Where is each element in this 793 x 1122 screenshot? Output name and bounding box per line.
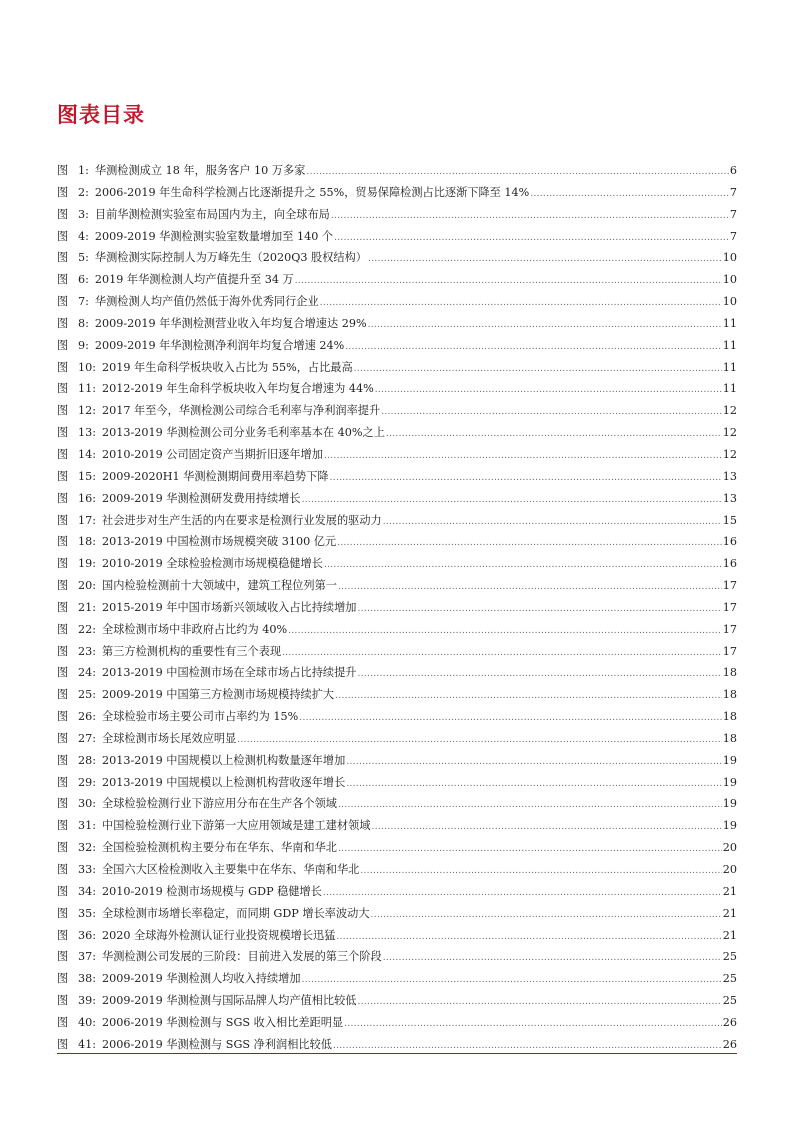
toc-dot-leader <box>324 555 722 577</box>
toc-entry-prefix: 图 <box>57 404 69 418</box>
toc-dot-leader <box>368 315 722 337</box>
toc-entry-colon: : <box>92 688 97 702</box>
toc-entry-prefix: 图 <box>57 469 69 483</box>
toc-entry-number: 26 <box>78 710 93 724</box>
toc-entry-prefix: 图 <box>57 316 69 330</box>
toc-entry-title: 全球检测市场中非政府占比约为 40% <box>102 622 288 636</box>
toc-entry-page: 16 <box>722 557 737 571</box>
toc-dot-leader <box>371 905 722 927</box>
toc-entry[interactable] <box>57 357 737 379</box>
toc-entry-prefix: 图 <box>57 994 69 1008</box>
toc-entry[interactable] <box>57 313 737 335</box>
toc-dot-leader <box>302 490 722 512</box>
toc-entry-page: 25 <box>722 994 737 1008</box>
toc-entry-number: 18 <box>78 535 93 549</box>
toc-entry-colon: : <box>92 557 97 571</box>
toc-entry-colon: : <box>85 185 89 199</box>
toc-entry-prefix: 图 <box>57 797 69 811</box>
toc-dot-leader <box>336 927 721 949</box>
toc-entry-title: 华测检测成立 18 年，服务客户 10 万多家 <box>94 164 306 177</box>
toc-entry-prefix: 图 <box>57 775 69 789</box>
toc-dot-leader <box>386 424 722 446</box>
toc-entry-prefix: 图 <box>57 863 69 876</box>
toc-entry-number: 36 <box>78 928 93 942</box>
toc-entry-prefix: 图 <box>57 666 69 680</box>
toc-entry-page: 26 <box>722 1015 737 1029</box>
toc-entry-page: 17 <box>722 579 737 593</box>
toc-entry-colon: : <box>92 863 97 876</box>
toc-entry-colon: : <box>85 316 89 330</box>
toc-entry-page: 11 <box>722 316 737 330</box>
toc-entry-number: 39 <box>78 994 93 1008</box>
toc-dot-leader <box>333 1036 722 1058</box>
toc-entry-number: 20 <box>78 579 93 593</box>
toc-entry-page: 12 <box>722 447 737 461</box>
toc-entry[interactable] <box>57 378 737 400</box>
toc-entry-colon: : <box>92 644 97 658</box>
toc-entry-prefix: 图 <box>57 972 69 986</box>
toc-entry-colon: : <box>92 906 97 920</box>
toc-entry-page: 20 <box>722 841 737 855</box>
toc-dot-leader <box>344 1014 722 1036</box>
toc-entry-page: 13 <box>722 469 737 483</box>
toc-entry-prefix: 图 <box>57 731 69 745</box>
toc-entry[interactable] <box>57 728 737 750</box>
toc-entry-number: 12 <box>78 404 93 418</box>
toc-entry-colon: : <box>85 251 89 265</box>
toc-entry-title: 2013-2019 中国规模以上检测机构数量逐年增加 <box>102 753 346 767</box>
toc-entry-title: 2017 年至今，华测检测公司综合毛利率与净利润率提升 <box>102 404 381 418</box>
toc-entry-colon: : <box>92 491 97 505</box>
toc-entry-number: 38 <box>78 972 93 986</box>
toc-entry-title: 2012-2019 年生命科学板块收入年均复合增速为 44% <box>102 382 374 396</box>
toc-entry-colon: : <box>92 950 97 964</box>
toc-entry-page: 12 <box>722 404 737 418</box>
toc-entry-prefix: 图 <box>57 1037 69 1051</box>
toc-entry-number: 6 <box>78 273 86 287</box>
toc-entry-colon: : <box>92 447 97 461</box>
toc-entry-colon: : <box>85 207 89 221</box>
toc-entry[interactable] <box>57 488 737 510</box>
toc-entry-title: 2010-2019 公司固定资产当期折旧逐年增加 <box>102 447 323 461</box>
toc-entry-colon: : <box>85 338 89 352</box>
toc-entry-page: 21 <box>722 884 737 898</box>
toc-entry-colon: : <box>92 426 97 440</box>
toc-entry-number: 21 <box>78 600 93 614</box>
toc-entry[interactable] <box>57 662 737 684</box>
toc-dot-leader <box>295 271 722 293</box>
toc-entry-prefix: 图 <box>57 819 69 833</box>
toc-entry-number: 4 <box>78 229 86 243</box>
toc-entry-page: 18 <box>722 710 737 724</box>
toc-entry-prefix: 图 <box>57 338 69 352</box>
toc-entry-number: 37 <box>78 950 93 964</box>
toc-entry[interactable] <box>57 903 737 925</box>
toc-entry-colon: : <box>92 382 97 396</box>
toc-entry[interactable] <box>57 750 737 772</box>
toc-entry-prefix: 图 <box>57 360 69 374</box>
toc-entry-number: 22 <box>78 622 93 636</box>
toc-dot-leader <box>372 817 722 839</box>
toc-entry-title: 全球检测市场长尾效应明显 <box>102 731 237 745</box>
toc-entry-colon: : <box>92 1037 97 1051</box>
toc-dot-leader <box>368 249 722 271</box>
toc-entry-prefix: 图 <box>57 513 69 527</box>
toc-entry-colon: : <box>92 731 97 745</box>
toc-entry-title: 2013-2019 中国检测市场规模突破 3100 亿元 <box>102 535 337 549</box>
toc-entry[interactable] <box>57 619 737 641</box>
toc-entry[interactable] <box>57 226 737 248</box>
toc-entry-number: 41 <box>78 1037 93 1051</box>
toc-entry-page: 10 <box>722 295 737 309</box>
toc-entry-number: 31 <box>78 819 93 833</box>
toc-entry[interactable] <box>57 422 737 444</box>
toc-entry-page: 12 <box>722 426 737 440</box>
toc-entry-prefix: 图 <box>57 950 69 964</box>
toc-entry[interactable] <box>57 925 737 947</box>
toc-entry[interactable] <box>57 968 737 990</box>
toc-entry-colon: : <box>92 994 97 1008</box>
toc-entry-title: 2010-2019 全球检验检测市场规模稳健增长 <box>102 557 323 571</box>
toc-entry-number: 16 <box>78 491 93 505</box>
toc-entry-number: 35 <box>78 906 93 920</box>
toc-entry[interactable] <box>57 291 737 313</box>
toc-dot-leader <box>334 228 729 250</box>
toc-dot-leader <box>346 774 721 796</box>
toc-entry[interactable] <box>57 597 737 619</box>
toc-entry-title: 华测检测公司发展的三阶段：目前进入发展的第三个阶段 <box>102 950 382 964</box>
toc-entry-colon: : <box>92 622 97 636</box>
toc-entry-title: 2009-2019 华测检测实验室数量增加至 140 个 <box>94 229 334 243</box>
toc-entry-prefix: 图 <box>57 447 69 461</box>
toc-entry-page: 18 <box>722 731 737 745</box>
toc-dot-leader <box>338 577 722 599</box>
toc-entry-number: 19 <box>78 557 93 571</box>
toc-entry[interactable] <box>57 553 737 575</box>
toc-entry-page: 21 <box>722 906 737 920</box>
toc-entry-prefix: 图 <box>57 535 69 549</box>
toc-entry-prefix: 图 <box>57 600 69 614</box>
toc-entry-colon: : <box>92 972 97 986</box>
toc-entry-prefix: 图 <box>57 928 69 942</box>
toc-entry-prefix: 图 <box>57 622 69 636</box>
toc-entry-prefix: 图 <box>57 426 69 440</box>
toc-entry-page: 17 <box>722 622 737 636</box>
toc-entry-title: 2009-2019 华测检测与国际品牌人均产值相比较低 <box>102 994 357 1008</box>
toc-dot-leader <box>530 184 729 206</box>
toc-entry-number: 2 <box>78 185 86 199</box>
toc-entry-prefix: 图 <box>57 841 69 855</box>
toc-entry-page: 15 <box>722 513 737 527</box>
toc-entry-title: 2009-2019 年华测检测净利润年均复合增速 24% <box>94 338 345 352</box>
toc-entry-title: 2020 全球海外检测认证行业投资规模增长迅猛 <box>102 928 336 942</box>
toc-dot-leader <box>338 839 722 861</box>
toc-entry[interactable] <box>57 269 737 291</box>
toc-dot-leader <box>335 686 722 708</box>
toc-entry-colon: : <box>92 404 97 418</box>
toc-entry-number: 25 <box>78 688 93 702</box>
toc-entry-page: 11 <box>722 360 737 374</box>
toc-entry-number: 28 <box>78 753 93 767</box>
toc-entry-number: 3 <box>78 207 86 221</box>
toc-dot-leader <box>320 293 722 315</box>
toc-entry-title: 国内检验检测前十大领域中，建筑工程位列第一 <box>102 579 337 593</box>
toc-entry-page: 6 <box>729 164 737 177</box>
toc-entry[interactable] <box>57 793 737 815</box>
toc-entry-title: 2019 年华测检测人均产值提升至 34 万 <box>94 273 294 287</box>
toc-entry[interactable] <box>57 247 737 269</box>
toc-entry-title: 2019 年生命科学板块收入占比为 55%，占比最高 <box>102 360 353 374</box>
toc-entry-title: 华测检测实际控制人为万峰先生（2020Q3 股权结构） <box>94 251 367 265</box>
toc-entry-page: 7 <box>729 207 737 221</box>
toc-entry[interactable] <box>57 946 737 968</box>
toc-entry-title: 2009-2019 年华测检测营业收入年均复合增速达 29% <box>94 316 367 330</box>
page-title: 图表目录 <box>57 103 145 127</box>
toc-entry-title: 全国六大区检检测收入主要集中在华东、华南和华北 <box>102 863 360 876</box>
toc-dot-leader <box>345 337 722 359</box>
toc-entry-page: 21 <box>722 928 737 942</box>
toc-entry-colon: : <box>92 775 97 789</box>
toc-entry-colon: : <box>92 819 97 833</box>
toc-entry[interactable] <box>57 641 737 663</box>
toc-dot-leader <box>302 970 722 992</box>
toc-dot-leader <box>358 599 722 621</box>
toc-entry-number: 8 <box>78 316 86 330</box>
toc-entry-colon: : <box>92 841 97 855</box>
toc-entry[interactable] <box>57 859 737 881</box>
toc-entry-page: 11 <box>722 382 737 396</box>
toc-entry-page: 17 <box>722 644 737 658</box>
toc-entry-prefix: 图 <box>57 164 69 177</box>
toc-entry-title: 全球检验市场主要公司市占率约为 15% <box>102 710 299 724</box>
toc-entry-title: 目前华测检测实验室布局国内为主，向全球布局 <box>94 207 330 221</box>
toc-entry-number: 29 <box>78 775 93 789</box>
toc-dot-leader <box>360 861 721 883</box>
toc-entry-colon: : <box>92 469 97 483</box>
toc-entry-prefix: 图 <box>57 491 69 505</box>
toc-entry-title: 全球检验检测行业下游应用分布在生产各个领域 <box>102 797 337 811</box>
toc-entry-prefix: 图 <box>57 229 69 243</box>
toc-entry-prefix: 图 <box>57 688 69 702</box>
toc-entry[interactable] <box>57 531 737 553</box>
toc-entry-colon: : <box>92 797 97 811</box>
toc-entry-prefix: 图 <box>57 382 69 396</box>
toc-entry-title: 2009-2019 中国第三方检测市场规模持续扩大 <box>102 688 335 702</box>
toc-dot-leader <box>375 380 722 402</box>
toc-entry[interactable] <box>57 837 737 859</box>
toc-entry[interactable] <box>57 706 737 728</box>
toc-entry-colon: : <box>92 928 97 942</box>
toc-entry-prefix: 图 <box>57 251 69 265</box>
toc-entry-title: 2006-2019 年生命科学检测占比逐渐提升之 55%，贸易保障检测占比逐渐下降至 14% <box>94 185 530 199</box>
toc-entry[interactable] <box>57 510 737 532</box>
toc-entry-title: 社会进步对生产生活的内在要求是检测行业发展的驱动力 <box>102 513 382 527</box>
toc-entry-number: 32 <box>78 841 93 855</box>
toc-entry-colon: : <box>92 600 97 614</box>
toc-entry[interactable] <box>57 444 737 466</box>
toc-entry-page: 10 <box>722 251 737 265</box>
toc-entry-colon: : <box>92 579 97 593</box>
toc-entry-page: 7 <box>729 185 737 199</box>
toc-entry-number: 24 <box>78 666 93 680</box>
figure-toc-list <box>57 160 737 1056</box>
toc-entry[interactable] <box>57 990 737 1012</box>
toc-entry-page: 20 <box>722 863 737 876</box>
toc-entry-colon: : <box>92 710 97 724</box>
toc-entry-number: 40 <box>78 1015 93 1029</box>
toc-entry-colon: : <box>92 1015 97 1029</box>
toc-entry-prefix: 图 <box>57 884 69 898</box>
toc-entry-title: 中国检验检测行业下游第一大应用领域是建工建材领域 <box>102 819 371 833</box>
toc-entry-title: 第三方检测机构的重要性有三个表现 <box>102 644 282 658</box>
toc-entry-page: 19 <box>722 819 737 833</box>
toc-dot-leader <box>358 992 722 1014</box>
toc-entry[interactable] <box>57 684 737 706</box>
toc-entry-number: 23 <box>78 644 93 658</box>
toc-entry-number: 34 <box>78 884 93 898</box>
toc-entry-prefix: 图 <box>57 906 69 920</box>
toc-entry-number: 10 <box>78 360 93 374</box>
toc-entry-number: 11 <box>78 382 93 396</box>
toc-entry[interactable] <box>57 335 737 357</box>
toc-entry[interactable] <box>57 204 737 226</box>
toc-entry-colon: : <box>92 513 97 527</box>
toc-dot-leader <box>323 883 722 905</box>
toc-entry-title: 2015-2019 年中国市场新兴领域收入占比持续增加 <box>102 600 357 614</box>
toc-entry-title: 华测检测人均产值仍然低于海外优秀同行企业 <box>94 295 319 309</box>
toc-dot-leader <box>358 664 722 686</box>
toc-entry-prefix: 图 <box>57 295 69 309</box>
toc-entry[interactable] <box>57 160 737 182</box>
toc-dot-leader <box>299 708 721 730</box>
toc-entry-page: 19 <box>722 753 737 767</box>
toc-dot-leader <box>306 162 728 184</box>
toc-entry-colon: : <box>92 666 97 680</box>
toc-entry-page: 19 <box>722 797 737 811</box>
toc-entry-prefix: 图 <box>57 753 69 767</box>
toc-entry-number: 15 <box>78 469 93 483</box>
toc-entry-page: 25 <box>722 950 737 964</box>
toc-entry-number: 9 <box>78 338 86 352</box>
toc-dot-leader <box>288 621 722 643</box>
toc-entry-number: 7 <box>78 295 86 309</box>
toc-entry-page: 18 <box>722 666 737 680</box>
toc-entry-title: 2013-2019 中国规模以上检测机构营收逐年增长 <box>102 775 346 789</box>
toc-entry-number: 33 <box>78 863 93 876</box>
toc-entry[interactable] <box>57 575 737 597</box>
toc-entry-title: 2009-2019 华测检测人均收入持续增加 <box>102 972 301 986</box>
toc-dot-leader <box>338 795 722 817</box>
toc-entry-page: 17 <box>722 600 737 614</box>
toc-dot-leader <box>331 206 729 228</box>
toc-entry-page: 16 <box>722 535 737 549</box>
toc-entry-number: 30 <box>78 797 93 811</box>
toc-entry-prefix: 图 <box>57 273 69 287</box>
toc-dot-leader <box>324 446 722 468</box>
toc-entry-prefix: 图 <box>57 710 69 724</box>
toc-entry-prefix: 图 <box>57 644 69 658</box>
toc-entry-page: 10 <box>722 273 737 287</box>
toc-entry[interactable] <box>57 815 737 837</box>
toc-entry-number: 27 <box>78 731 93 745</box>
toc-entry-colon: : <box>85 295 89 309</box>
toc-dot-leader <box>383 512 722 534</box>
toc-dot-leader <box>330 468 722 490</box>
toc-entry[interactable] <box>57 182 737 204</box>
toc-entry-colon: : <box>85 229 89 243</box>
toc-entry[interactable] <box>57 466 737 488</box>
toc-entry-colon: : <box>92 753 97 767</box>
toc-entry[interactable] <box>57 400 737 422</box>
toc-entry[interactable] <box>57 1012 737 1034</box>
toc-entry-colon: : <box>92 360 97 374</box>
toc-entry-title: 全球检测市场增长率稳定，而同期 GDP 增长率波动大 <box>102 906 370 920</box>
bottom-divider <box>57 1053 737 1054</box>
toc-entry-title: 2006-2019 华测检测与 SGS 收入相比差距明显 <box>102 1015 344 1029</box>
toc-entry[interactable] <box>57 881 737 903</box>
toc-entry-prefix: 图 <box>57 579 69 593</box>
toc-entry-page: 18 <box>722 688 737 702</box>
toc-entry-number: 13 <box>78 426 93 440</box>
toc-dot-leader <box>346 752 721 774</box>
toc-entry-prefix: 图 <box>57 557 69 571</box>
toc-dot-leader <box>354 359 722 381</box>
toc-entry-title: 2009-2020H1 华测检测期间费用率趋势下降 <box>102 469 329 483</box>
toc-entry-prefix: 图 <box>57 1015 69 1029</box>
toc-entry-title: 全国检验检测机构主要分布在华东、华南和华北 <box>102 841 337 855</box>
toc-entry-number: 5 <box>78 251 86 265</box>
toc-entry-colon: : <box>92 884 97 898</box>
toc-entry-page: 26 <box>722 1037 737 1051</box>
toc-entry-colon: : <box>85 273 89 287</box>
toc-dot-leader <box>337 533 722 555</box>
toc-entry-page: 11 <box>722 338 737 352</box>
toc-entry-prefix: 图 <box>57 207 69 221</box>
toc-entry[interactable] <box>57 772 737 794</box>
toc-entry-title: 2009-2019 华测检测研发费用持续增长 <box>102 491 301 505</box>
toc-entry-colon: : <box>92 535 97 549</box>
toc-dot-leader <box>381 402 722 424</box>
toc-entry-title: 2013-2019 中国检测市场在全球市场占比持续提升 <box>102 666 357 680</box>
toc-entry-number: 14 <box>78 447 93 461</box>
toc-entry-colon: : <box>85 164 89 177</box>
toc-dot-leader <box>282 643 722 665</box>
toc-entry-number: 17 <box>78 513 93 527</box>
toc-entry-title: 2010-2019 检测市场规模与 GDP 稳健增长 <box>102 884 322 898</box>
toc-entry-page: 25 <box>722 972 737 986</box>
toc-dot-leader <box>237 730 721 752</box>
toc-entry-prefix: 图 <box>57 185 69 199</box>
toc-entry-title: 2013-2019 华测检测公司分业务毛利率基本在 40%之上 <box>102 426 385 440</box>
toc-dot-leader <box>383 948 722 970</box>
toc-entry-title: 2006-2019 华测检测与 SGS 净利润相比较低 <box>102 1037 332 1051</box>
toc-entry-number: 1 <box>78 164 86 177</box>
toc-entry-page: 13 <box>722 491 737 505</box>
toc-entry-page: 7 <box>729 229 737 243</box>
toc-entry-page: 19 <box>722 775 737 789</box>
